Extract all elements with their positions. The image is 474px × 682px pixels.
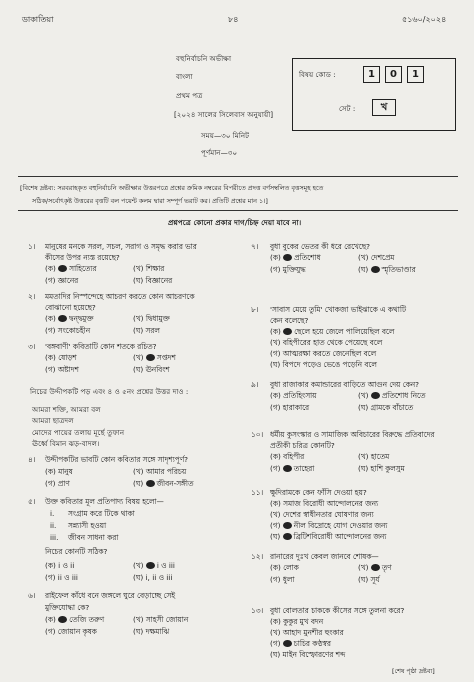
option-text: ষোড়শ [58,353,77,362]
option-2-2 [133,314,170,326]
option-text: আত্মরক্ষা করতে জেনেছিল বলে [282,349,377,358]
question-text: 'বঙ্গবাণী' কবিতাটি কোন শতকে রচিত? [45,342,157,351]
option-label: (খ) [358,452,371,461]
option-4-2 [133,467,186,479]
code-year: ৫১৬০/২০২৪ [402,15,447,24]
option-label: (গ) [45,326,58,335]
option-label: (গ) [45,627,58,636]
filled-circle-mark [283,465,292,472]
option-label: (গ) [270,349,283,358]
option-5-1 [45,561,74,573]
option-label: (ঘ) [133,573,146,582]
option-12-1 [270,563,299,575]
question-text-cont: বোঝানো হয়েছে? [45,303,96,312]
option-1-3 [45,276,78,288]
option-label: (ঘ) [133,479,146,488]
statement-text: সন্ন্যাসী হওয়া [68,521,107,530]
stem-line-1: আমরা শক্তি, আমরা বল [32,405,101,414]
option-10-3 [270,464,314,476]
question-text-cont: প্রতীকী চরিত্র কোনটি? [270,441,335,450]
question-number: ৪। [28,455,36,464]
option-label: (খ) [270,628,283,637]
question-number: ১৩। [251,606,264,615]
option-12-4 [358,575,380,587]
option-label: (ঘ) [133,627,146,636]
option-3-2 [133,353,176,365]
page-number: ৮৪ [228,15,239,24]
option-label: (খ) [133,264,146,273]
option-2-3 [45,326,90,338]
option-label: (খ) [270,510,283,519]
option-text: আমার পরিচয় [145,467,187,476]
option-7-1 [270,253,321,265]
option-text: দ্বিধামুক্ত [145,314,170,323]
option-text: i, ii ও iii [145,573,173,582]
stem-line-2: আমরা ছাত্রদল [32,416,74,425]
subject-name: বাংলা [176,72,193,81]
option-label: (ঘ) [270,532,283,541]
full-marks: পূর্ণমান—৩০ [201,148,238,157]
question-text: উদ্দীপকটির ভাবটি কোন কবিতার সঙ্গে সাদৃশ্যপূর্ণ? [45,455,189,464]
filled-circle-mark [146,354,155,361]
option-label: (গ) [270,464,283,473]
option-text: শিক্ষার [145,264,165,273]
filled-circle-mark [371,392,380,399]
question-text: মানুষের মনকে সরল, সচল, সরাগ ও সমৃদ্ধ করার ভার [45,242,197,251]
option-label: (ক) [45,264,59,273]
option-label: (গ) [270,403,283,412]
stem-line-3: মোদের পায়ের তলায় মূর্ছে তুফান [32,428,125,437]
statement-text: জীবন সাধনা করা [68,533,119,542]
option-label: (খ) [133,353,146,362]
option-label: (ক) [45,467,59,476]
option-10-4 [358,464,405,476]
option-label: (ক) [45,353,59,362]
option-label: (ক) [45,615,59,624]
option-label: (ক) [45,314,59,323]
option-1-4 [133,276,172,288]
question-text: বুধা বুকের ভেতর কী ধরে রেখেছে? [270,242,371,251]
option-4-4 [133,479,193,491]
filled-circle-mark [283,533,292,540]
option-label: (ক) [270,391,284,400]
option-label: (ঘ) [358,575,371,584]
option-text: প্রতিশোধ নিতে [381,391,426,400]
option-label: (গ) [45,365,58,374]
set-label: সেট : [339,104,356,113]
option-label: (খ) [358,391,371,400]
option-text: তৃণ [381,563,392,572]
question-text: উক্ত কবিতার মূল প্রতিপাদ্য বিষয় হলো— [45,497,164,506]
option-8-4 [270,360,377,372]
option-6-4 [133,627,169,639]
option-text: সাহিত্যের [69,264,97,273]
option-label: (ঘ) [358,403,371,412]
option-label: (গ) [45,573,58,582]
filled-circle-mark [146,480,155,487]
question-number: ১০। [251,430,264,439]
option-4-1 [45,467,73,479]
option-text: মানুষ [58,467,73,476]
option-1-2 [133,264,164,276]
option-10-1 [270,452,304,464]
statement-numeral: i. [50,509,55,518]
question-text: রানারের দুঃখ কেবল জানবে শোষক— [270,552,379,561]
question-number: ৭। [251,242,259,251]
option-9-3 [270,403,309,415]
option-label: (ক) [270,253,284,262]
filled-circle-mark [283,640,292,647]
option-4-3 [45,479,70,491]
filled-circle-mark [283,522,292,529]
option-label: (ক) [270,327,284,336]
option-text: সাহসী জোয়ান [145,615,189,624]
option-5-3 [45,573,78,585]
option-6-1 [45,615,104,627]
option-text: ধুলা [282,575,295,584]
option-text: সমাজ বিরোধী আন্দোলনের জন্য [283,499,379,508]
question-text: মমতাদির নিস্পন্দেহে আচরণ করতে কোন আচরণকে [45,292,195,301]
which-correct: নিচের কোনটি সঠিক? [45,547,108,556]
option-2-4 [133,326,160,338]
option-9-4 [358,403,413,415]
option-label: (ঘ) [270,360,283,369]
question-number: ১১। [251,488,264,497]
statement-text: সংগ্রাম করে টিকে থাকা [68,509,135,518]
option-text: i ও iii [156,561,175,570]
option-11-4 [270,532,386,544]
option-text: অষ্টাদশ [57,365,79,374]
option-6-2 [133,615,188,627]
question-number: ৬। [28,591,36,600]
option-text: ছেলে হয়ে জেলে পালিয়েছিল বলে [294,327,395,336]
set-value: খ [372,99,396,116]
question-text: রাইফেল কাঁধে বনে জঙ্গলে ঘুরে বেড়াচ্ছে সেই [45,591,176,600]
filled-circle-mark [283,328,292,335]
option-text: জোয়ান কৃষক [57,627,97,636]
option-text: সরল [145,326,160,335]
statement-numeral: iii. [50,533,59,542]
option-12-3 [270,575,294,587]
syllabus-note: [২০২৪ সালের সিলেবাস অনুযায়ী] [174,110,274,119]
subject-code-label: বিষয় কোড : [299,70,336,79]
option-text: তাহেরা [293,464,315,473]
option-label: (গ) [45,479,58,488]
option-text: হাশি কুলসুম [370,464,405,473]
option-3-4 [133,365,170,377]
option-text: লোক [283,563,299,572]
option-text: ব্রিটিশবিরোধী আন্দোলনের জন্য [293,532,387,541]
option-label: (গ) [270,265,283,274]
option-label: (গ) [270,521,283,530]
option-label: (ঘ) [358,265,371,274]
stem-intro: নিচের উদ্দীপকটি পড় এবং ৪ ও ৫নং প্রশ্নের উত্তর দাও : [30,387,189,396]
option-text: কুকুর মুখ বদন [283,617,324,626]
option-text: প্রাণ [57,479,70,488]
option-text: দ্বন্দ্বমুক্ত [69,314,94,323]
option-text: সংকোচহীন [57,326,91,335]
code-digit-1: 1 [363,66,380,83]
option-5-2 [133,561,175,573]
option-7-3 [270,265,306,277]
option-text: বহিপীর [283,452,305,461]
statement-numeral: ii. [50,521,57,530]
question-text: বুধা রাজাকার কমান্ডারের বাড়িতে আগুন দেয় কেন? [270,380,419,389]
option-text: নীল বিদ্রোহে যোগ দেওয়ার জন্য [293,521,388,530]
option-1-1 [45,264,97,276]
district-name: ডাকাতিয়া [22,15,54,24]
option-text: জ্ঞানের [57,276,79,285]
option-text: দেশের স্বাধীনতার ঘোষণার জন্য [282,510,374,519]
footer-note: [শেষ পৃষ্ঠা দ্রষ্টব্য] [392,667,435,675]
option-label: (ক) [45,561,59,570]
question-number: ২। [28,292,36,301]
option-label: (ঘ) [133,276,146,285]
option-10-2 [358,452,389,464]
option-text: হারাকারে [282,403,310,412]
option-text: চাচির কণ্ঠস্বর [293,639,331,648]
option-label: (ঘ) [270,650,283,659]
option-text: i ও ii [58,561,75,570]
option-label: (ক) [270,452,284,461]
option-label: (খ) [270,338,283,347]
option-text: দক্ষমাঝি [145,627,170,636]
option-label: (খ) [358,253,371,262]
option-3-1 [45,353,77,365]
question-text: 'সাবাস মেয়ে তুমি' খোকজা ভাইঝাকে এ কথাটি [270,305,406,314]
option-text: বিজ্ঞানের [145,276,173,285]
instruction-rule [18,210,458,211]
option-text: দেশপ্রেম [370,253,395,262]
option-label: (গ) [270,639,283,648]
option-text: জীবন-সঙ্গীত [156,479,194,488]
option-label: (ঘ) [133,365,146,374]
option-7-2 [358,253,394,265]
option-3-3 [45,365,79,377]
option-13-4 [270,650,345,662]
option-label: (ঘ) [133,326,146,335]
code-digit-3: 1 [407,66,424,83]
option-label: (গ) [270,575,283,584]
question-text: ধর্মীয় কুসংস্কার ও সামাজিক অবিচারের বিরুদ্ধে প্রতিবাদের [270,430,435,439]
option-label: (ক) [270,499,284,508]
option-label: (খ) [133,561,146,570]
paper-name: প্রথম পত্র [176,91,203,100]
filled-circle-mark [146,562,155,569]
option-text: বহিপীরের হাত থেকে পেয়েছে বলে [282,338,383,347]
question-number: ১২। [251,552,264,561]
question-text: বুধা বোলতার চাককে কীসের সঙ্গে তুলনা করে? [270,606,405,615]
option-text: হাতেম [370,452,390,461]
question-number: ৫। [28,497,36,506]
option-2-1 [45,314,93,326]
code-digit-2: 0 [385,66,402,83]
option-text: তেজি তরুণ [69,615,104,624]
question-number: ১। [28,242,36,251]
option-label: (ক) [270,617,284,626]
option-label: (ক) [270,563,284,572]
question-number: ৮। [251,305,259,314]
option-label: (খ) [358,563,371,572]
question-number: ৯। [251,380,259,389]
option-text: প্রতিশোধ [294,253,321,262]
header-rule [18,176,458,177]
option-text: স্মৃতিভাণ্ডার [381,265,416,274]
option-label: (খ) [133,314,146,323]
filled-circle-mark [58,265,67,272]
filled-circle-mark [283,254,292,261]
option-12-2 [358,563,392,575]
notice-text: প্রশ্নপত্রে কোনো প্রকার দাগ/চিহ্ন দেয়া যাবে না। [168,218,302,227]
stem-line-4: ঊর্ধ্বে বিমান ঝড়-বাদল। [32,439,100,448]
option-text: মুক্তিযুদ্ধ [282,265,306,274]
option-text: সপ্তদশ [156,353,176,362]
instruction-line-1: [বিশেষ দ্রষ্টব্য: সরবরাহকৃত বহুনির্বাচনি অভীক্ষার উত্তরপত্রে প্রশ্নের ক্রমিক নম্বরের বিপরীতে প্রদত্ত বর্ণসম্বলিত বৃত্তসমূহ হতে [20,184,324,192]
filled-circle-mark [58,616,67,623]
option-text: প্রতিহিংসায় [283,391,317,400]
option-6-3 [45,627,97,639]
instruction-line-2: সঠিক/সর্বোৎকৃষ্ট উত্তরের বৃত্তটি বল পয়েন্ট কলম দ্বারা সম্পূর্ণ ভরাট কর। প্রতিটি প্রশ্নের মান ১।] [32,197,268,205]
option-label: (ঘ) [358,464,371,473]
option-label: (খ) [133,467,146,476]
option-7-4 [358,265,416,277]
option-9-2 [358,391,425,403]
option-text: সূর্য [370,575,380,584]
question-text-cont: মুক্তিযোদ্ধা কে? [45,603,90,612]
option-text: আহাদ মুনশীর হুংকার [282,628,344,637]
question-text-cont: কেন বলেছে? [270,316,309,325]
option-text: গ্রামকে বাঁচাতে [370,403,414,412]
exam-time: সময়—৩০ মিনিট [201,131,250,140]
question-number: ৩। [28,342,36,351]
option-text: বিপদে পড়েও ভেঙে পড়েনি বলে [282,360,377,369]
option-label: (গ) [45,276,58,285]
exam-type: বহুনির্বাচনি অভীক্ষা [176,54,232,63]
option-9-1 [270,391,316,403]
option-5-4 [133,573,172,585]
question-text-cont: কীসের উপর ন্যস্ত রয়েছে? [45,253,120,262]
option-text: ii ও iii [57,573,78,582]
option-text: ঊনবিংশ [145,365,170,374]
option-label: (খ) [133,615,146,624]
filled-circle-mark [371,564,380,571]
question-text: ক্ষুদিরামকে কেন ফাঁসি দেওয়া হয়? [270,488,367,497]
filled-circle-mark [371,266,380,273]
option-text: মাইন বিস্ফোরণের শব্দ [282,650,346,659]
filled-circle-mark [58,315,67,322]
